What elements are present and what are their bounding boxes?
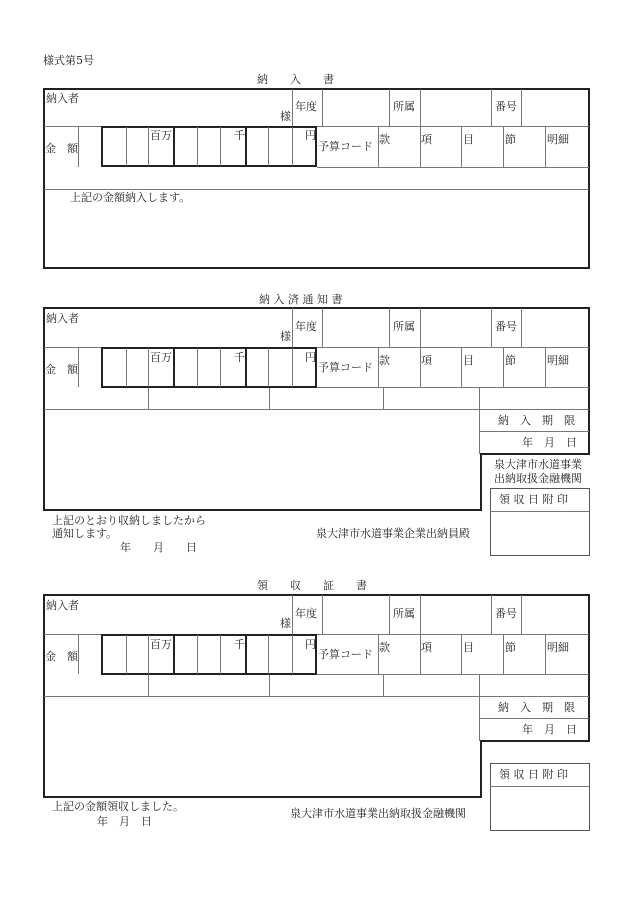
amount-label: 金 額 bbox=[45, 142, 78, 155]
department-field[interactable] bbox=[421, 309, 491, 346]
fiscal-year-label: 年度 bbox=[295, 320, 317, 333]
number-field[interactable] bbox=[522, 90, 588, 125]
honorific: 様 bbox=[280, 330, 291, 343]
budget-col-setsu: 節 bbox=[505, 354, 516, 367]
amount-digit-box[interactable] bbox=[101, 634, 317, 675]
statement-line1: 上記の金額領収しました。 bbox=[52, 800, 184, 813]
code-field-1[interactable] bbox=[45, 389, 147, 408]
form-number: 様式第5号 bbox=[43, 54, 94, 67]
statement-date[interactable]: 年 月 日 bbox=[97, 815, 152, 828]
code-field-2[interactable] bbox=[149, 389, 268, 408]
unit-million: 百万 bbox=[150, 129, 172, 142]
due-date[interactable]: 年 月 日 bbox=[522, 436, 577, 449]
unit-yen: 円 bbox=[305, 351, 316, 364]
code-field-1[interactable] bbox=[45, 676, 147, 695]
code-field-2[interactable] bbox=[149, 676, 268, 695]
fiscal-year-label: 年度 bbox=[295, 100, 317, 113]
budget-col-kou: 項 bbox=[421, 641, 432, 654]
unit-thousand: 千 bbox=[234, 129, 245, 142]
code-field-3[interactable] bbox=[270, 389, 382, 408]
unit-million: 百万 bbox=[150, 351, 172, 364]
budget-col-moku: 目 bbox=[463, 133, 474, 146]
number-label: 番号 bbox=[495, 607, 517, 620]
budget-col-moku: 目 bbox=[463, 641, 474, 654]
department-label: 所属 bbox=[393, 607, 415, 620]
section-title: 納 入 済 通 知 書 bbox=[259, 293, 343, 306]
budget-code-label: 予算コード bbox=[318, 648, 373, 661]
fiscal-year-label: 年度 bbox=[295, 607, 317, 620]
code-field-4[interactable] bbox=[384, 676, 478, 695]
budget-col-kan: 款 bbox=[379, 354, 390, 367]
institution-line2: 出納取扱金融機関 bbox=[494, 472, 582, 485]
payer-label: 納入者 bbox=[46, 599, 79, 612]
code-field-3[interactable] bbox=[270, 676, 382, 695]
section-title: 納 入 書 bbox=[257, 73, 334, 86]
institution: 泉大津市水道事業出納取扱金融機関 bbox=[290, 807, 466, 820]
budget-code-label: 予算コード bbox=[318, 361, 373, 374]
payer-label: 納入者 bbox=[46, 92, 79, 105]
code-field-4[interactable] bbox=[384, 389, 478, 408]
budget-col-moku: 目 bbox=[463, 354, 474, 367]
institution-line1: 泉大津市水道事業 bbox=[494, 458, 582, 471]
unit-million: 百万 bbox=[150, 638, 172, 651]
budget-code-label: 予算コード bbox=[318, 140, 373, 153]
statement-date[interactable]: 年 月 日 bbox=[120, 541, 197, 554]
number-field[interactable] bbox=[522, 309, 588, 346]
unit-thousand: 千 bbox=[234, 638, 245, 651]
payer-field[interactable] bbox=[45, 309, 290, 346]
due-label: 納 入 期 限 bbox=[498, 701, 575, 714]
fiscal-year-field[interactable] bbox=[323, 309, 389, 346]
code-field-5[interactable] bbox=[480, 389, 588, 408]
amount-digit-box[interactable] bbox=[101, 347, 317, 388]
department-label: 所属 bbox=[393, 100, 415, 113]
honorific: 様 bbox=[280, 110, 291, 123]
budget-col-kou: 項 bbox=[421, 133, 432, 146]
budget-col-setsu: 節 bbox=[505, 641, 516, 654]
statement-line2: 通知します。 bbox=[52, 527, 118, 540]
budget-col-kou: 項 bbox=[421, 354, 432, 367]
budget-col-detail: 明細 bbox=[547, 354, 569, 367]
budget-col-kan: 款 bbox=[379, 641, 390, 654]
unit-yen: 円 bbox=[305, 129, 316, 142]
section-title: 領 収 証 書 bbox=[257, 579, 367, 592]
amount-label: 金 額 bbox=[45, 363, 78, 376]
code-field-5[interactable] bbox=[480, 676, 588, 695]
stamp-label: 領 収 日 附 印 bbox=[499, 493, 568, 506]
payer-field[interactable] bbox=[45, 90, 290, 125]
unit-thousand: 千 bbox=[234, 351, 245, 364]
addressee: 泉大津市水道事業企業出納員殿 bbox=[316, 527, 470, 540]
number-label: 番号 bbox=[495, 100, 517, 113]
amount-label: 金 額 bbox=[45, 650, 78, 663]
payer-label: 納入者 bbox=[46, 312, 79, 325]
budget-col-detail: 明細 bbox=[547, 641, 569, 654]
due-date[interactable]: 年 月 日 bbox=[522, 723, 577, 736]
fiscal-year-field[interactable] bbox=[323, 90, 389, 125]
budget-col-detail: 明細 bbox=[547, 133, 569, 146]
budget-col-kan: 款 bbox=[379, 133, 390, 146]
number-label: 番号 bbox=[495, 320, 517, 333]
amount-digit-box[interactable] bbox=[101, 126, 317, 167]
statement-line1: 上記のとおり収納しましたから bbox=[52, 514, 206, 527]
department-field[interactable] bbox=[421, 90, 491, 125]
department-field[interactable] bbox=[421, 596, 491, 633]
stamp-label: 領 収 日 附 印 bbox=[499, 768, 568, 781]
fiscal-year-field[interactable] bbox=[323, 596, 389, 633]
unit-yen: 円 bbox=[305, 638, 316, 651]
department-label: 所属 bbox=[393, 320, 415, 333]
statement: 上記の金額納入します。 bbox=[70, 191, 191, 204]
budget-col-setsu: 節 bbox=[505, 133, 516, 146]
budget-code-field[interactable] bbox=[44, 168, 589, 188]
number-field[interactable] bbox=[522, 596, 588, 633]
payer-field[interactable] bbox=[45, 596, 290, 633]
honorific: 様 bbox=[280, 617, 291, 630]
due-label: 納 入 期 限 bbox=[498, 414, 575, 427]
